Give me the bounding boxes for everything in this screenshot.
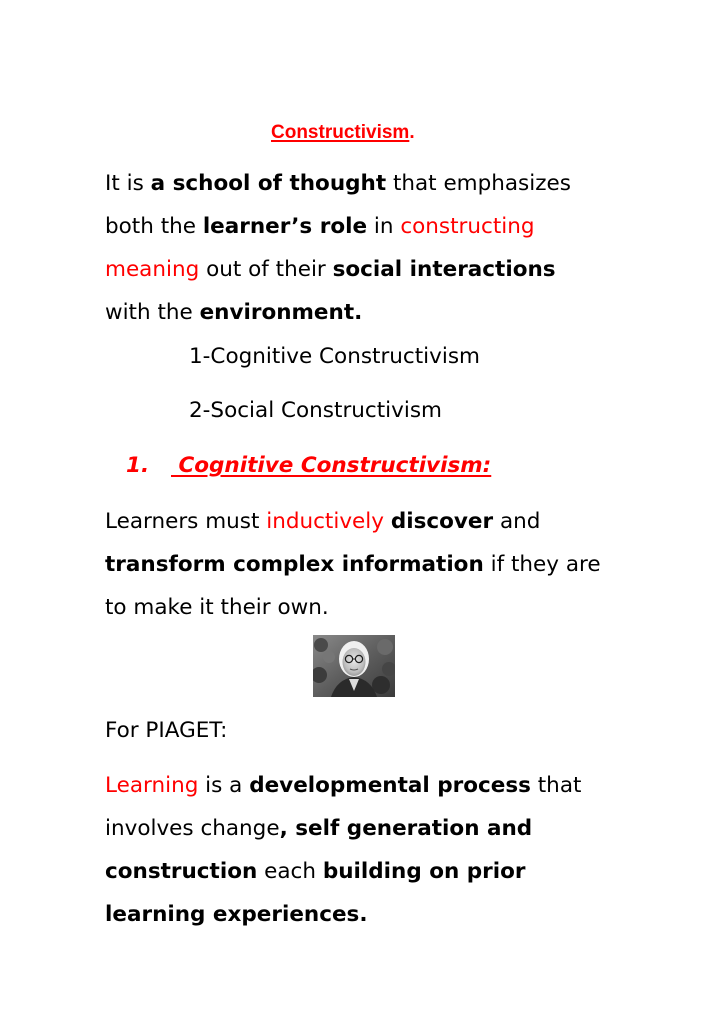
piaget-line-1 [105, 764, 581, 807]
bold-run: learning experiences. [105, 902, 368, 927]
bold-run: , self generation and [279, 816, 533, 841]
bold-run: discover [390, 509, 494, 534]
piaget-line-2 [105, 807, 581, 850]
type-social: 2-Social Constructivism [189, 398, 442, 423]
text-run: if they are [483, 552, 601, 577]
cognitive-line-2 [105, 543, 601, 586]
text-run: each [257, 859, 323, 884]
bold-run: transform complex information [105, 552, 484, 577]
page-title [271, 122, 415, 144]
definition-line-1 [105, 162, 571, 205]
section-heading [126, 451, 491, 481]
definition-line-2 [105, 205, 571, 248]
text-run: Learners must [105, 509, 267, 534]
section-heading-text: Cognitive Constructivism: [171, 453, 492, 478]
text-run: involves change [105, 816, 280, 841]
piaget-portrait-photo [313, 635, 395, 697]
text-run: and [493, 509, 541, 534]
text-run: to make it their own. [105, 595, 329, 620]
text-run: that [530, 773, 582, 798]
definition-line-4 [105, 291, 571, 334]
cognitive-line-3 [105, 586, 601, 629]
piaget-line-4 [105, 893, 581, 936]
text-run: in [367, 214, 401, 239]
for-piaget-label: For PIAGET: [105, 718, 228, 743]
bold-run: developmental process [249, 773, 531, 798]
text-run: with the [105, 300, 200, 325]
text-run: It is [105, 171, 151, 196]
definition-paragraph [105, 162, 571, 334]
red-run: inductively [266, 509, 384, 534]
red-run: constructing [400, 214, 535, 239]
bold-run: building on prior [322, 859, 526, 884]
text-run: out of their [199, 257, 333, 282]
piaget-paragraph [105, 764, 581, 936]
text-run: both the [105, 214, 203, 239]
type-cognitive: 1-Cognitive Constructivism [189, 344, 480, 369]
bold-run: a school of thought [150, 171, 387, 196]
text-run: that emphasizes [386, 171, 571, 196]
definition-line-3 [105, 248, 571, 291]
text-run: is a [198, 773, 250, 798]
cognitive-line-1 [105, 500, 601, 543]
red-run: Learning [105, 773, 199, 798]
section-number: 1. [126, 453, 150, 478]
text-run [384, 509, 391, 534]
red-run: meaning [105, 257, 200, 282]
bold-run: social interactions [332, 257, 556, 282]
bold-run: construction [105, 859, 258, 884]
piaget-line-3 [105, 850, 581, 893]
bold-run: environment. [199, 300, 363, 325]
cognitive-paragraph [105, 500, 601, 629]
title-word: Constructivism [271, 122, 410, 143]
title-dot: . [409, 122, 415, 143]
bold-run: learner’s role [202, 214, 368, 239]
